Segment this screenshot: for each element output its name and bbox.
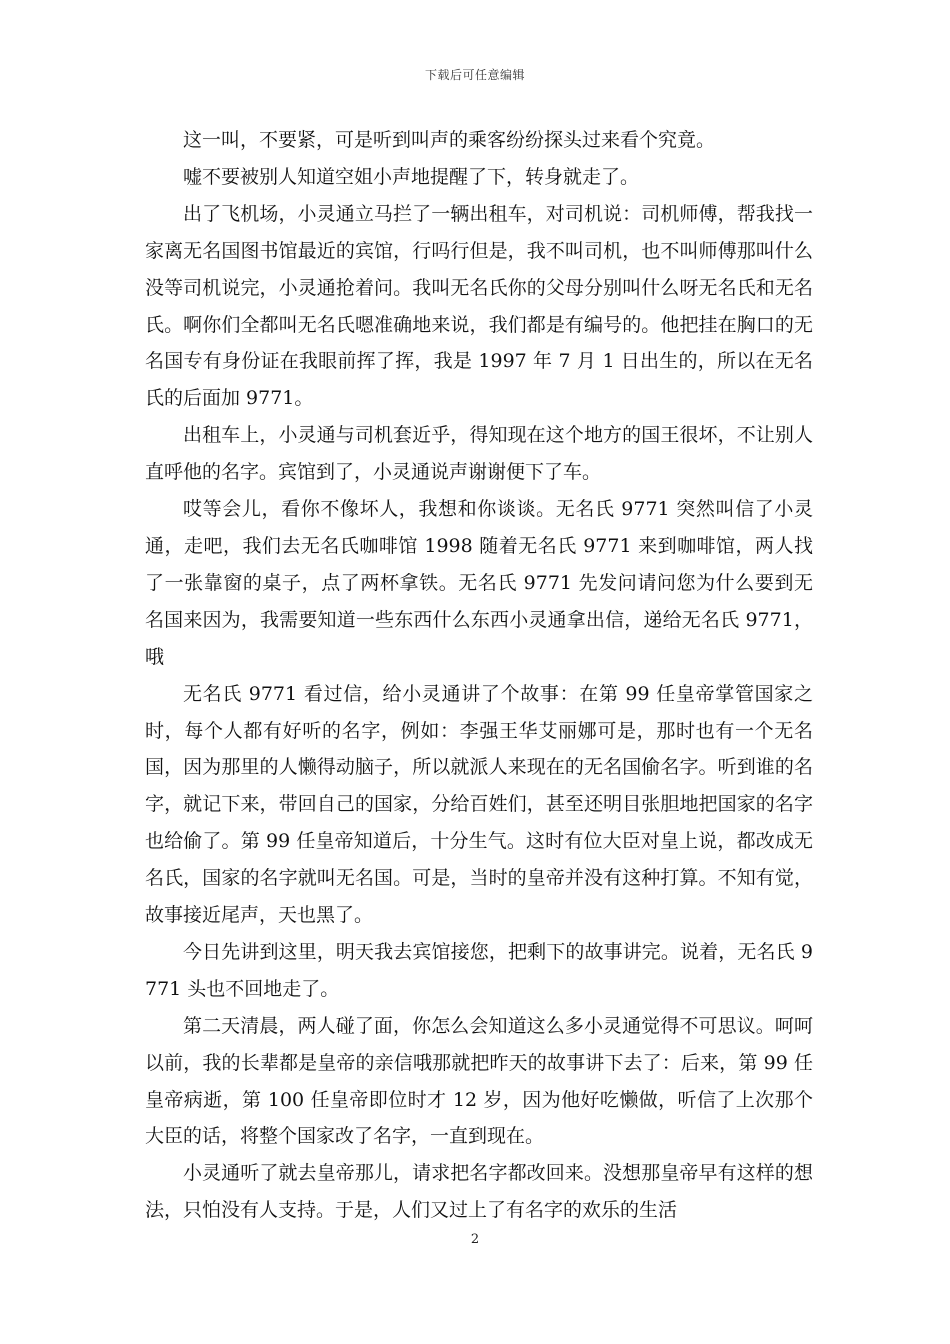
paragraph: 出租车上，小灵通与司机套近乎，得知现在这个地方的国王很坏，不让别人直呼他的名字。宾馆到了，小灵通说声谢谢便下了车。 [145,424,813,484]
page-number: 2 [470,1232,480,1247]
document-body [145,122,813,1229]
paragraph: 哎等会儿，看你不像坏人，我想和你谈谈。无名氏 9771 突然叫信了小灵通，走吧，我们去无名氏咖啡馆 1998 随着无名氏 9771 来到咖啡馆，两人找了一张靠窗的桌子，点了两杯拿铁。无名氏 9771 先发问请问您为什么要到无名国来因为，我需要知道一些东西什么东西小灵通拿出信，递给无名氏 9771，哦 [145,498,813,668]
paragraph: 嘘不要被别人知道空姐小声地提醒了下，转身就走了。 [183,165,640,188]
paragraph: 今日先讲到这里，明天我去宾馆接您，把剩下的故事讲完。说着，无名氏 9771 头也不回地走了。 [145,940,813,1000]
paragraph: 出了飞机场，小灵通立马拦了一辆出租车，对司机说：司机师傅，帮我找一家离无名国图书馆最近的宾馆，行吗行但是，我不叫司机，也不叫师傅那叫什么没等司机说完，小灵通抢着问。我叫无名氏你的父母分别叫什么呀无名氏和无名氏。啊你们全都叫无名氏嗯准确地来说，我们都是有编号的。他把挂在胸口的无名国专有身份证在我眼前挥了挥，我是 1997 年 7 月 1 日出生的，所以在无名氏的后面加 9771。 [145,202,813,410]
page-header: 下载后可任意编辑 [424,68,525,82]
paragraph: 这一叫，不要紧，可是听到叫声的乘客纷纷探头过来看个究竟。 [183,129,716,151]
paragraph: 小灵通听了就去皇帝那儿，请求把名字都改回来。没想那皇帝早有这样的想法，只怕没有人支持。于是，人们又过上了有名字的欢乐的生活 [145,1162,813,1222]
paragraph: 无名氏 9771 看过信，给小灵通讲了个故事：在第 99 任皇帝掌管国家之时，每个人都有好听的名字，例如：李强王华艾丽娜可是，那时也有一个无名国，因为那里的人懒得动脑子，所以就派人来现在的无名国偷名字。听到谁的名字，就记下来，带回自己的国家，分给百姓们，甚至还明目张胆地把国家的名字也给偷了。第 99 任皇帝知道后，十分生气。这时有位大臣对皇上说，都改成无名氏，国家的名字就叫无名国。可是，当时的皇帝并没有这种打算。不知有觉，故事接近尾声，天也黑了。 [145,682,813,927]
paragraph: 第二天清晨，两人碰了面，你怎么会知道这么多小灵通觉得不可思议。呵呵以前，我的长辈都是皇帝的亲信哦那就把昨天的故事讲下去了：后来，第 99 任皇帝病逝，第 100 任皇帝即位时才 12 岁，因为他好吃懒做，听信了上次那个大臣的话，将整个国家改了名字，一直到现在。 [145,1014,813,1148]
